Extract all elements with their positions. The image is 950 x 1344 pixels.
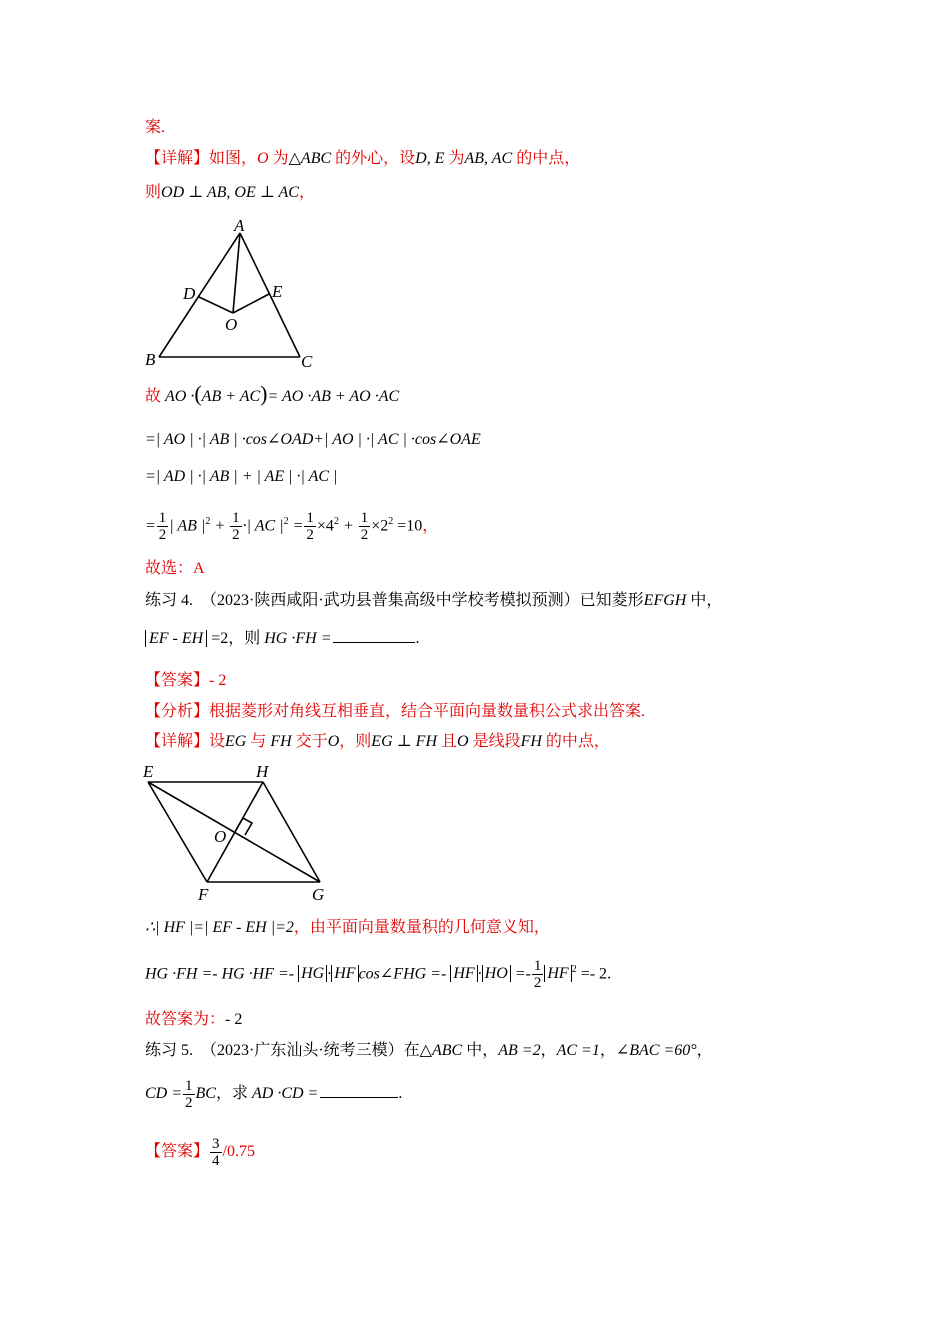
point-label: O — [225, 315, 238, 334]
fraction: $\frac{1}{2}$ — [533, 958, 542, 992]
answer-line: 【答案】- 2 — [145, 672, 227, 689]
text-line: 则OD ⊥ AB, OE ⊥ AC， — [145, 184, 315, 201]
equation-line: HG ·FH =- HG ·HF =- HG · HF cos∠FHG =- HF · HO =- $\frac{1}{2}$ HF $^2$ =- 2. — [145, 958, 612, 992]
exercise-4-title: 练习 4. （2023·陕西咸阳·武功县普集高级中学校考模拟预测）已知菱形EFGH 中， — [145, 592, 723, 609]
point-label: H — [256, 762, 269, 781]
analysis-line: 【分析】根据菱形对角线互相垂直，结合平面向量数量积公式求出答案. — [145, 703, 646, 720]
exercise-5-question: CD = $\frac{1}{2}$ BC，求 AD ·CD = . — [145, 1077, 403, 1111]
answer-line: 【答案】 $\frac{3}{4}$ /0.75 — [145, 1135, 255, 1169]
point-label: F — [198, 885, 209, 904]
exercise-5-title: 练习 5. （2023·广东汕头·统考三模）在△ABC 中，AB =2，AC =1，∠BAC =60°， — [145, 1042, 713, 1059]
point-label: E — [143, 762, 154, 781]
point-label: O — [214, 827, 227, 846]
equation-line: =| AO | ·| AB | ·cos∠OAD+| AO | ·| AC | ·cos∠OAE — [145, 431, 481, 448]
final-answer-line: 故答案为：- 2 — [145, 1011, 243, 1028]
answer-blank — [320, 1085, 398, 1098]
point-label: D — [183, 284, 196, 303]
equation-line: ∴| HF |=| EF - EH |=2，由平面向量数量积的几何意义知， — [145, 919, 550, 936]
detail-tag: 【详解】 — [145, 150, 210, 167]
detail-line: 【详解】设EG 与 FH 交于O，则EG ⊥ FH 且O 是线段FH 的中点， — [145, 733, 610, 750]
text-line: 案. — [145, 119, 166, 136]
fraction: $\frac{3}{4}$ — [212, 1135, 220, 1169]
fraction: $\frac{1}{2}$ — [185, 1077, 193, 1111]
point-label: A — [234, 216, 245, 235]
answer-blank — [333, 630, 415, 643]
fraction: $\frac{1}{2}$ — [360, 510, 369, 544]
fraction: $\frac{1}{2}$ — [158, 510, 167, 544]
detail-line: 【详解】如图，O 为△ABC 的外心，设D, E 为AB, AC 的中点， — [145, 150, 581, 167]
equation-line: 故 AO ·(AB + AC)= AO ·AB + AO ·AC — [145, 381, 400, 406]
equation-line: =| AD | ·| AB | + | AE | ·| AC | — [145, 468, 338, 485]
choice-line: 故选：A — [145, 560, 205, 577]
equation-line: = $\frac{1}{2}$ | AB $|^2$ + $\frac{1}{2}$ ·| AC $|^2$ = $\frac{1}{2}$ $\times 4^2$ + $\frac{1}{2}$ $\times 2^2 =10$， — [145, 510, 439, 544]
rhombus-figure — [140, 760, 340, 905]
point-label: G — [312, 885, 325, 904]
fraction: $\frac{1}{2}$ — [306, 510, 314, 544]
fraction: $\frac{1}{2}$ — [232, 510, 240, 544]
point-label: C — [301, 352, 313, 371]
exercise-4-question: EF - EH =2，则 HG ·FH = . — [145, 628, 419, 650]
point-label: E — [272, 282, 283, 301]
triangle-figure — [140, 215, 330, 375]
point-label: B — [145, 350, 156, 369]
